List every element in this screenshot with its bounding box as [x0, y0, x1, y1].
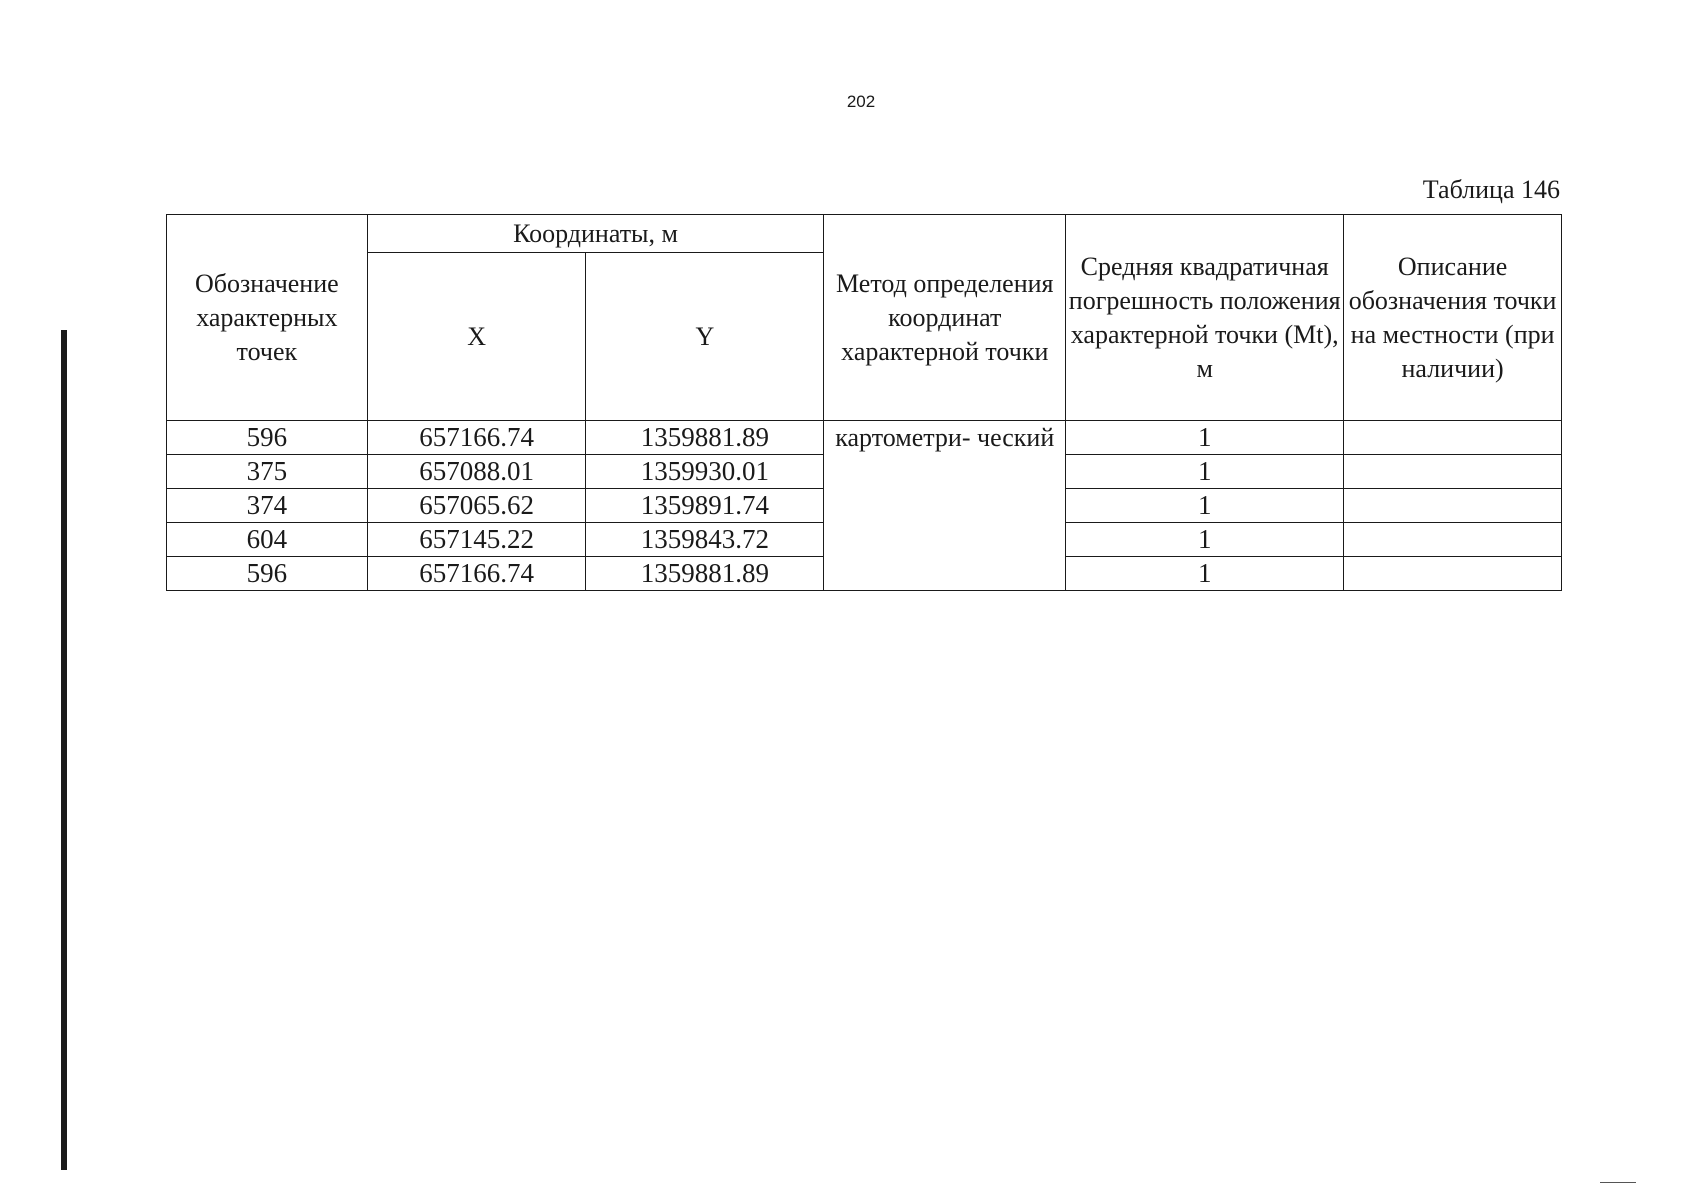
scan-mark: [1600, 1182, 1636, 1183]
scan-margin-bar: [61, 330, 67, 1170]
y-cell: 1359930.01: [586, 455, 824, 489]
header-y: Y: [586, 253, 824, 421]
x-cell: 657065.62: [367, 489, 586, 523]
description-cell: [1344, 421, 1562, 455]
point-cell: 375: [167, 455, 368, 489]
y-cell: 1359881.89: [586, 557, 824, 591]
x-cell: 657166.74: [367, 557, 586, 591]
description-cell: [1344, 557, 1562, 591]
mt-cell: 1: [1066, 455, 1344, 489]
y-cell: 1359881.89: [586, 421, 824, 455]
mt-cell: 1: [1066, 489, 1344, 523]
header-x: X: [367, 253, 586, 421]
header-description: Описание обозначения точки на местности (при наличии): [1344, 215, 1562, 421]
description-cell: [1344, 523, 1562, 557]
y-cell: 1359843.72: [586, 523, 824, 557]
mt-cell: 1: [1066, 421, 1344, 455]
point-cell: 596: [167, 557, 368, 591]
method-cell: картометри- ческий: [824, 421, 1066, 591]
point-cell: 604: [167, 523, 368, 557]
y-cell: 1359891.74: [586, 489, 824, 523]
coordinates-table: [166, 214, 1562, 591]
page-number: 202: [846, 92, 876, 111]
header-coordinates: Координаты, м: [367, 215, 824, 253]
point-cell: 596: [167, 421, 368, 455]
header-method: Метод определения координат характерной точки: [824, 215, 1066, 421]
description-cell: [1344, 489, 1562, 523]
point-cell: 374: [167, 489, 368, 523]
x-cell: 657088.01: [367, 455, 586, 489]
table-row: [167, 421, 1562, 455]
mt-cell: 1: [1066, 523, 1344, 557]
table-caption: Таблица 146: [1422, 175, 1560, 204]
header-designation: Обозначение характерных точек: [167, 215, 368, 421]
description-cell: [1344, 455, 1562, 489]
x-cell: 657145.22: [367, 523, 586, 557]
header-accuracy: Средняя квадратичная погрешность положения характерной точки (Mt), м: [1066, 215, 1344, 421]
mt-cell: 1: [1066, 557, 1344, 591]
x-cell: 657166.74: [367, 421, 586, 455]
